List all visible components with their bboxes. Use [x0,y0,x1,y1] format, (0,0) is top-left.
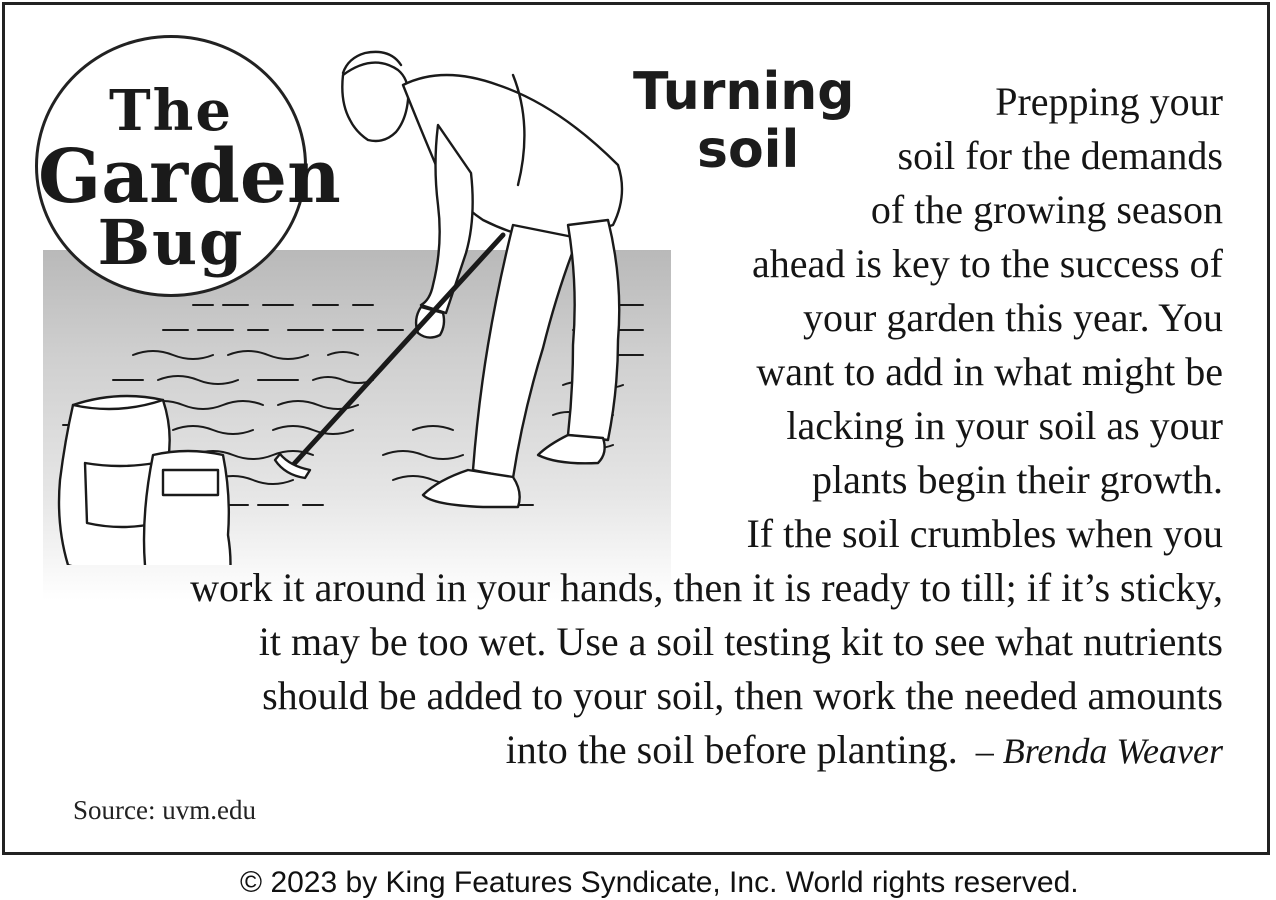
body-line: plants begin their growth. [811,457,1223,502]
body-line: it may be too wet. Use a soil testing kit to see what nutrients [258,619,1223,664]
soil-bags-icon [59,396,231,565]
logo-line-garden: Garden [38,134,341,220]
body-line: want to add in what might be [756,349,1223,394]
body-line: of the growing season [870,187,1223,232]
body-line: your garden this year. You [803,295,1223,340]
title-line-1: Turning [633,62,855,122]
garden-bug-logo [35,35,341,297]
logo-line-the: The [108,78,233,144]
body-line: If the soil crumbles when you [746,511,1223,556]
article-title [633,63,855,179]
source-note: Source: uvm.edu [73,795,256,825]
logo-line-bug: Bug [97,206,245,279]
body-line: ahead is key to the success of [752,241,1223,286]
hoe-handle-icon [293,235,503,465]
body-line: should be added to your soil, then work the needed amounts [262,673,1223,718]
body-line: lacking in your soil as your [786,403,1223,448]
gardener-figure-icon [342,52,622,507]
copyright-notice: © 2023 by King Features Syndicate, Inc. World rights reserved. [240,866,1079,899]
body-line: soil for the demands [897,133,1223,178]
body-line-last [506,723,1223,778]
body-line: into the soil before planting. [505,727,958,772]
author-credit: – Brenda Weaver [975,731,1223,771]
card-frame [2,2,1270,855]
title-line-2: soil [697,120,800,180]
body-line: Prepping your [995,79,1223,124]
body-line: work it around in your hands, then it is ready to till; if it’s sticky, [190,565,1223,610]
